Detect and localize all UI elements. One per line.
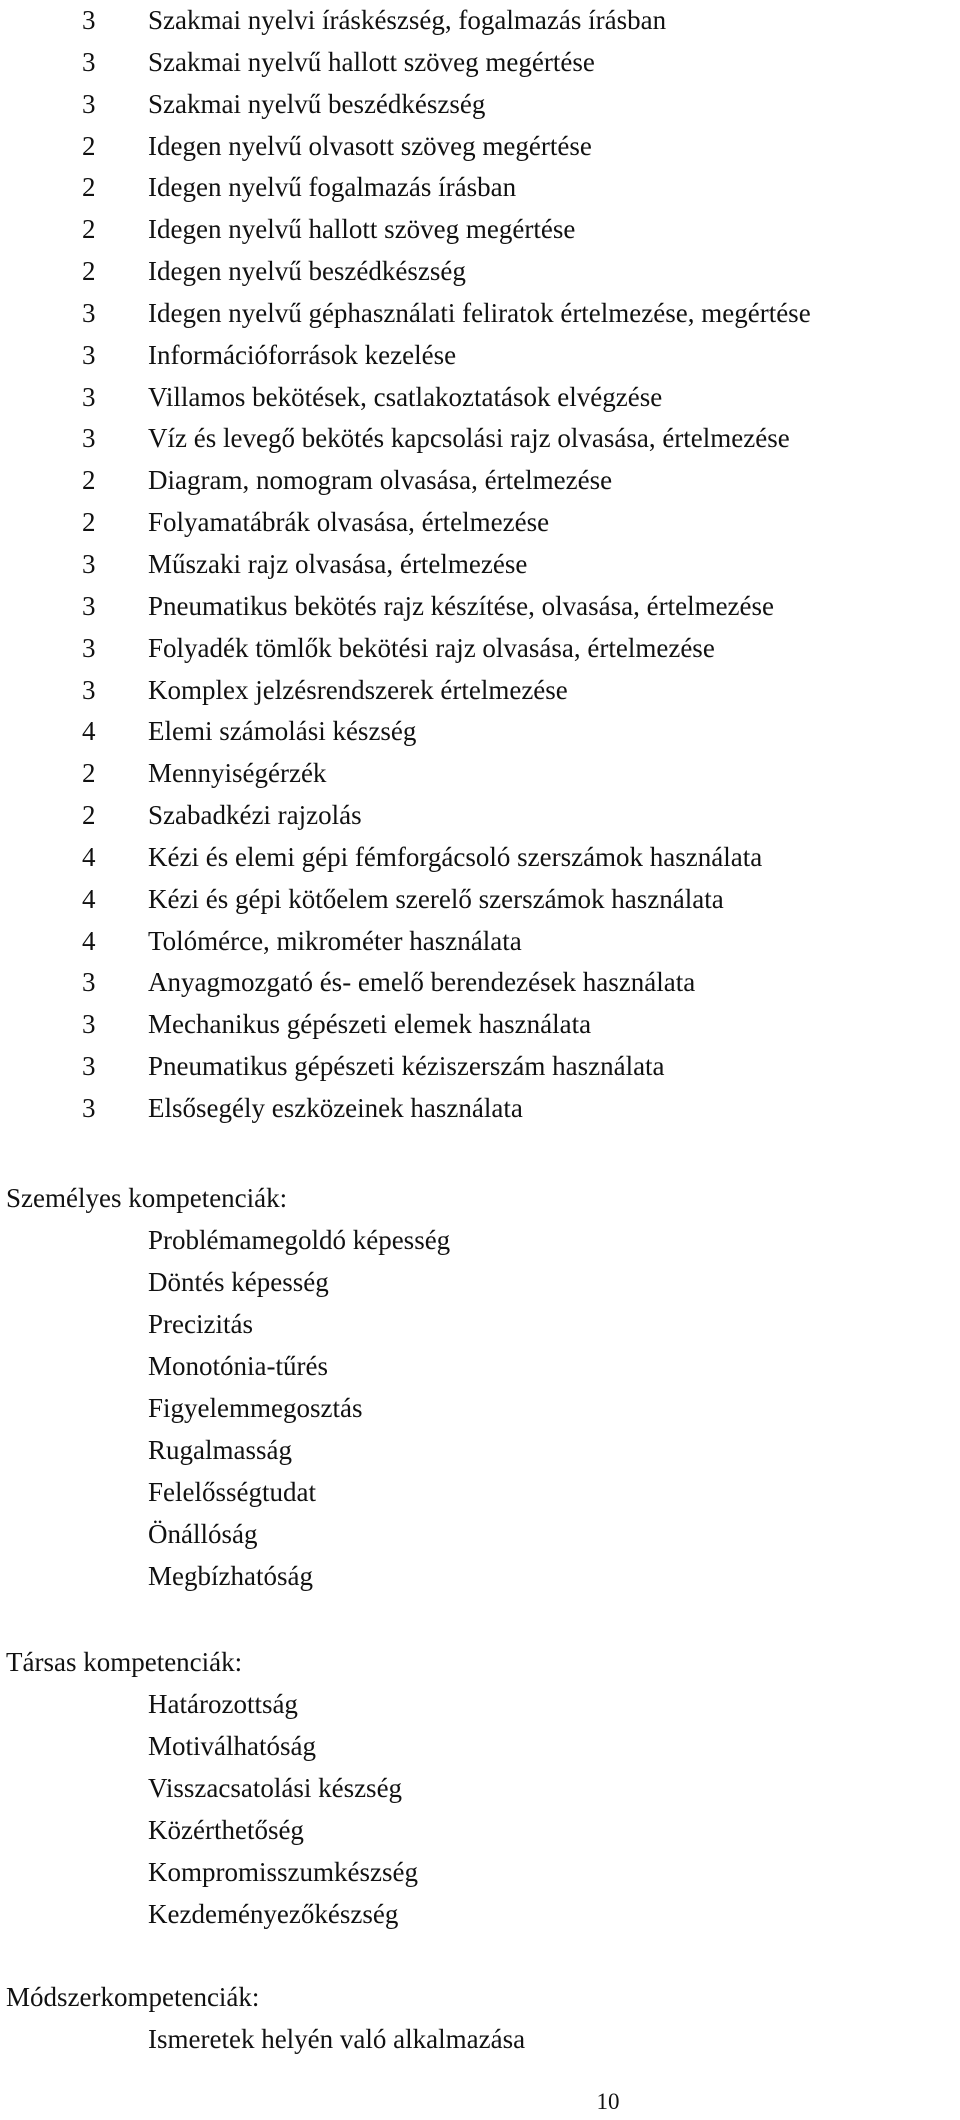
skill-name: Kézi és elemi gépi fémforgácsoló szerszámok használata — [148, 841, 763, 872]
page-number: 10 — [596, 2089, 620, 2114]
skill-row — [0, 167, 811, 209]
skill-row — [0, 84, 811, 126]
skill-row — [0, 962, 811, 1004]
skill-name: Anyagmozgató és- emelő berendezések használata — [148, 967, 696, 998]
skill-level-list — [0, 0, 811, 1130]
skill-level: 3 — [82, 423, 96, 454]
skill-row — [0, 502, 811, 544]
list-item: Visszacsatolási készség — [148, 1773, 403, 1803]
skill-name: Víz és levegő bekötés kapcsolási rajz olvasása, értelmezése — [148, 423, 790, 454]
skill-name: Folyamatábrák olvasása, értelmezése — [148, 507, 550, 538]
skill-name: Szabadkézi rajzolás — [148, 800, 362, 831]
skill-name: Szakmai nyelvi íráskészség, fogalmazás írásban — [148, 5, 667, 35]
list-item: Figyelemmegosztás — [148, 1393, 363, 1423]
skill-row — [0, 921, 811, 963]
skill-name: Mechanikus gépészeti elemek használata — [148, 1009, 592, 1040]
skill-level: 2 — [82, 214, 96, 245]
list-item: Monotónia-tűrés — [148, 1351, 328, 1381]
social-competencies-section — [0, 1641, 960, 1935]
method-competencies-section — [0, 1976, 960, 2060]
social-competencies-list — [0, 1683, 960, 1935]
skill-name: Mennyiségérzék — [148, 758, 327, 789]
skill-row — [0, 418, 811, 460]
skill-row — [0, 628, 811, 670]
list-item: Megbízhatóság — [148, 1561, 313, 1591]
skill-row — [0, 711, 811, 753]
skill-row — [0, 586, 811, 628]
skill-level: 2 — [82, 465, 96, 496]
skill-row — [0, 126, 811, 168]
skill-level: 3 — [82, 1009, 96, 1040]
skill-name: Villamos bekötések, csatlakoztatások elvégzése — [148, 381, 663, 412]
skill-row — [0, 1004, 811, 1046]
skill-name: Folyadék tömlők bekötési rajz olvasása, értelmezése — [148, 632, 715, 663]
skill-name: Tolómérce, mikrométer használata — [148, 925, 522, 956]
skill-level: 3 — [82, 5, 96, 35]
skill-level: 2 — [82, 800, 96, 831]
personal-competencies-section — [0, 1177, 960, 1597]
skill-name: Idegen nyelvű beszédkészség — [148, 256, 466, 287]
skill-name: Műszaki rajz olvasása, értelmezése — [148, 548, 528, 579]
method-competencies-list — [0, 2018, 960, 2060]
social-competencies-heading: Társas kompetenciák: — [6, 1647, 243, 1677]
skill-row — [0, 879, 811, 921]
skill-level: 2 — [82, 256, 96, 287]
skill-name: Idegen nyelvű géphasználati feliratok értelmezése, megértése — [148, 297, 811, 328]
skill-name: Idegen nyelvű fogalmazás írásban — [148, 172, 517, 203]
skill-row — [0, 335, 811, 377]
list-item: Döntés képesség — [148, 1267, 329, 1297]
skill-level: 3 — [82, 339, 96, 370]
skill-row — [0, 544, 811, 586]
skill-level: 3 — [82, 46, 96, 77]
list-item: Precizitás — [148, 1309, 253, 1339]
skill-level: 3 — [82, 674, 96, 705]
list-item: Motiválhatóság — [148, 1731, 316, 1761]
skill-level: 4 — [82, 883, 96, 914]
list-item: Önállóság — [148, 1519, 258, 1549]
list-item: Közérthetőség — [148, 1815, 304, 1845]
list-item: Felelősségtudat — [148, 1477, 316, 1507]
list-item: Ismeretek helyén való alkalmazása — [148, 2024, 526, 2054]
skill-level: 3 — [82, 548, 96, 579]
skill-name: Szakmai nyelvű beszédkészség — [148, 88, 486, 119]
list-item: Kezdeményezőkészség — [148, 1899, 399, 1929]
skill-row — [0, 0, 811, 42]
skill-level: 2 — [82, 507, 96, 538]
skill-row — [0, 460, 811, 502]
personal-competencies-heading: Személyes kompetenciák: — [6, 1183, 288, 1213]
skill-level: 3 — [82, 632, 96, 663]
skill-level: 3 — [82, 381, 96, 412]
skill-level: 2 — [82, 172, 96, 203]
personal-competencies-list — [0, 1219, 960, 1597]
skill-name: Pneumatikus gépészeti kéziszerszám használata — [148, 1051, 665, 1082]
skill-row — [0, 1088, 811, 1130]
list-item: Határozottság — [148, 1689, 298, 1719]
skill-row — [0, 293, 811, 335]
skill-row — [0, 209, 811, 251]
skill-name: Kézi és gépi kötőelem szerelő szerszámok használata — [148, 883, 724, 914]
skill-name: Komplex jelzésrendszerek értelmezése — [148, 674, 568, 705]
list-item: Kompromisszumkészség — [148, 1857, 418, 1887]
skill-level: 4 — [82, 716, 96, 747]
skill-row — [0, 42, 811, 84]
skill-name: Pneumatikus bekötés rajz készítése, olvasása, értelmezése — [148, 590, 775, 621]
skill-name: Szakmai nyelvű hallott szöveg megértése — [148, 46, 595, 77]
skill-level: 3 — [82, 967, 96, 998]
skill-row — [0, 795, 811, 837]
skill-name: Idegen nyelvű olvasott szöveg megértése — [148, 130, 592, 161]
skill-level: 3 — [82, 590, 96, 621]
skill-row — [0, 1046, 811, 1088]
skill-name: Elsősegély eszközeinek használata — [148, 1092, 523, 1123]
skill-row — [0, 753, 811, 795]
skill-name: Idegen nyelvű hallott szöveg megértése — [148, 214, 576, 245]
skill-level: 3 — [82, 88, 96, 119]
skill-row — [0, 837, 811, 879]
skill-row — [0, 670, 811, 712]
skill-level: 4 — [82, 925, 96, 956]
skill-row — [0, 251, 811, 293]
list-item: Rugalmasság — [148, 1435, 292, 1465]
skill-row — [0, 377, 811, 419]
skill-name: Információforrások kezelése — [148, 339, 457, 370]
skill-level: 3 — [82, 297, 96, 328]
skill-level: 3 — [82, 1092, 96, 1123]
method-competencies-heading: Módszerkompetenciák: — [6, 1982, 260, 2012]
skill-name: Elemi számolási készség — [148, 716, 417, 747]
skill-level: 4 — [82, 841, 96, 872]
skill-level: 3 — [82, 1051, 96, 1082]
list-item: Problémamegoldó képesség — [148, 1225, 451, 1255]
skill-name: Diagram, nomogram olvasása, értelmezése — [148, 465, 613, 496]
skill-level: 2 — [82, 130, 96, 161]
skill-level: 2 — [82, 758, 96, 789]
